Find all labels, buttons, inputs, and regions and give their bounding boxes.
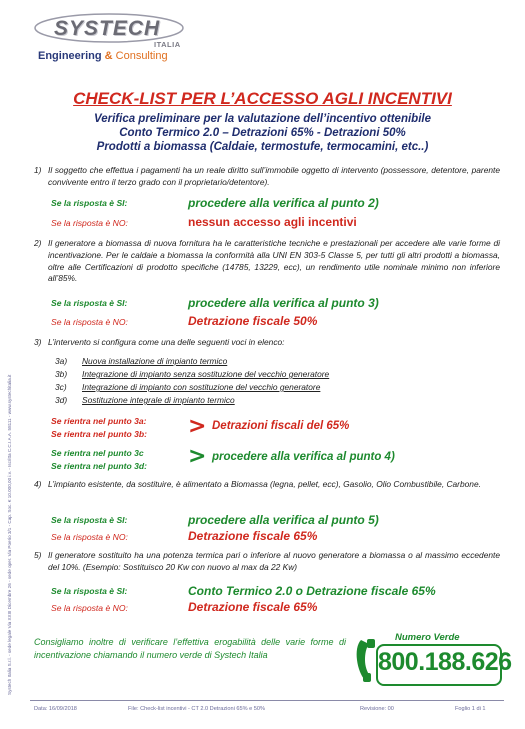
answer-si-label: Se la risposta è SI:	[51, 586, 128, 596]
rientra-3cd-result: procedere alla verifica al punto 4)	[212, 451, 395, 463]
numero-verde-number: 800.188.626	[378, 648, 512, 676]
footer-note: Consigliamo inoltre di verificare l’effettiva erogabilità delle varie forme di incentivazione chiamando il numero verde di Systech Italia	[34, 637, 346, 660]
answer-si-label: Se la risposta è SI:	[51, 198, 128, 208]
rientra-3a-label: Se rientra nel punto 3a:	[51, 416, 147, 426]
footer-page: Foglio 1 di 1	[455, 706, 486, 712]
logo-tagline-amp: &	[104, 50, 113, 62]
footer-divider	[30, 700, 504, 701]
sub-item-label: 3d)	[55, 395, 68, 405]
arrow-right-icon: >	[188, 444, 207, 469]
sub-item-3c	[55, 382, 320, 392]
sub-item-label: 3a)	[55, 356, 68, 366]
question-text: Il soggetto che effettua i pagamenti ha un reale diritto sull’immobile oggetto di intervento (possessore, detentore, parente convivente entro il terzo grado con il proprietario/detentore).	[48, 165, 500, 187]
numero-verde-number-box	[376, 644, 512, 686]
question-2	[34, 238, 500, 285]
answer-no-value: Detrazione fiscale 65%	[188, 600, 318, 614]
answer-si-value: procedere alla verifica al punto 2)	[188, 196, 379, 210]
answer-no-label: Se la risposta è NO:	[51, 603, 128, 613]
logo-main-text: SYSTECH	[54, 17, 161, 40]
question-5	[34, 550, 500, 574]
sub-item-3d	[55, 395, 235, 405]
question-number: 1)	[34, 165, 42, 175]
question-number: 2)	[34, 238, 42, 248]
rientra-3b-label: Se rientra nel punto 3b:	[51, 429, 147, 439]
footer-date: Data: 16/09/2018	[34, 706, 77, 712]
side-legal-text	[0, 80, 12, 695]
sub-item-text: Sostituzione integrale di impianto termico	[82, 395, 235, 405]
sub-item-text: Integrazione di impianto senza sostituzione del vecchio generatore	[82, 369, 330, 379]
sub-item-label: 3c)	[55, 382, 67, 392]
numero-verde-box	[355, 630, 512, 684]
systech-logo	[34, 10, 194, 62]
question-number: 4)	[34, 479, 42, 489]
answer-si-value: Conto Termico 2.0 o Detrazione fiscale 65%	[188, 584, 436, 598]
footer-revision: Revisione: 00	[360, 706, 394, 712]
numero-verde-label: Numero Verde	[395, 632, 460, 643]
question-text: L’intervento si configura come una delle seguenti voci in elenco:	[48, 337, 285, 347]
arrow-right-icon: >	[188, 414, 207, 439]
answer-si-value: procedere alla verifica al punto 3)	[188, 296, 379, 310]
logo-tagline	[38, 50, 168, 62]
side-legal-text-content: Systech Italia S.r.l. - sede legale Via XXIII Dicembre 26 - sede oper. Via Poerio 3/1 - Cap. Soc. € 10.000,00 i.v. - Iscritta C.C.I.A.A. 58111 - www.systechitalia.it	[7, 374, 12, 695]
logo-italia-text: ITALIA	[154, 40, 181, 49]
question-text: Il generatore a biomassa di nuova fornitura ha le caratteristiche tecniche e prestazionali per accedere alle varie forme di incentivazione. Per le caldaie a biomassa la conformità alla UNI EN 303-5 Classe 5, per tutti gli altri prodotti a biomassa, oltre alle Certificazioni di prodotto specifiche (14785, 13229, ecc), un rendimento utile nominale minimo non inferiore all’85%.	[48, 238, 500, 284]
sub-item-3b	[55, 369, 329, 379]
subtitle-line-2: Conto Termico 2.0 – Detrazioni 65% - Detrazioni 50%	[119, 127, 406, 139]
answer-no-label: Se la risposta è NO:	[51, 317, 128, 327]
question-4	[34, 479, 500, 491]
subtitle-line-3: Prodotti a biomassa (Caldaie, termostufe, termocamini, etc..)	[96, 141, 429, 153]
sub-item-text: Nuova installazione di impianto termico	[82, 356, 228, 366]
sub-item-3a	[55, 356, 227, 366]
logo-tagline-eng: Engineering	[38, 50, 105, 62]
page-title: CHECK-LIST PER L’ACCESSO AGLI INCENTIVI	[73, 89, 452, 108]
question-3	[34, 337, 500, 349]
question-text: Il generatore sostituito ha una potenza termica pari o inferiore al nuovo generatore a biomassa o al massimo eccedente del 10%. (Esempio: Sostituisco 20 Kw con nuovo al max da 22 Kw)	[48, 550, 500, 572]
subtitle-line-1: Verifica preliminare per la valutazione dell’incentivo ottenibile	[93, 113, 431, 125]
sub-item-label: 3b)	[55, 369, 68, 379]
answer-no-value: nessun accesso agli incentivi	[188, 215, 357, 229]
question-text: L’impianto esistente, da sostituire, è alimentato a Biomassa (legna, pellet, ecc), Gasolio, Olio Combustibile, Carbone.	[48, 479, 481, 489]
answer-no-label: Se la risposta è NO:	[51, 218, 128, 228]
answer-no-value: Detrazione fiscale 50%	[188, 314, 318, 328]
rientra-3d-label: Se rientra nel punto 3d:	[51, 461, 147, 471]
phone-handset-icon	[355, 638, 377, 682]
answer-no-value: Detrazione fiscale 65%	[188, 529, 318, 543]
answer-si-label: Se la risposta è SI:	[51, 515, 128, 525]
question-number: 3)	[34, 337, 42, 347]
footer-file: File: Check-list incentivi - CT 2.0 Detrazioni 65% e 50%	[128, 706, 265, 712]
logo-tagline-cons: Consulting	[112, 50, 168, 62]
answer-si-label: Se la risposta è SI:	[51, 298, 128, 308]
sub-item-text: Integrazione di impianto con sostituzione del vecchio generatore	[82, 382, 321, 392]
question-number: 5)	[34, 550, 42, 560]
answer-no-label: Se la risposta è NO:	[51, 532, 128, 542]
rientra-3c-label: Se rientra nel punto 3c	[51, 448, 144, 458]
question-1	[34, 165, 500, 189]
answer-si-value: procedere alla verifica al punto 5)	[188, 513, 379, 527]
rientra-3ab-result: Detrazioni fiscali del 65%	[212, 420, 350, 432]
